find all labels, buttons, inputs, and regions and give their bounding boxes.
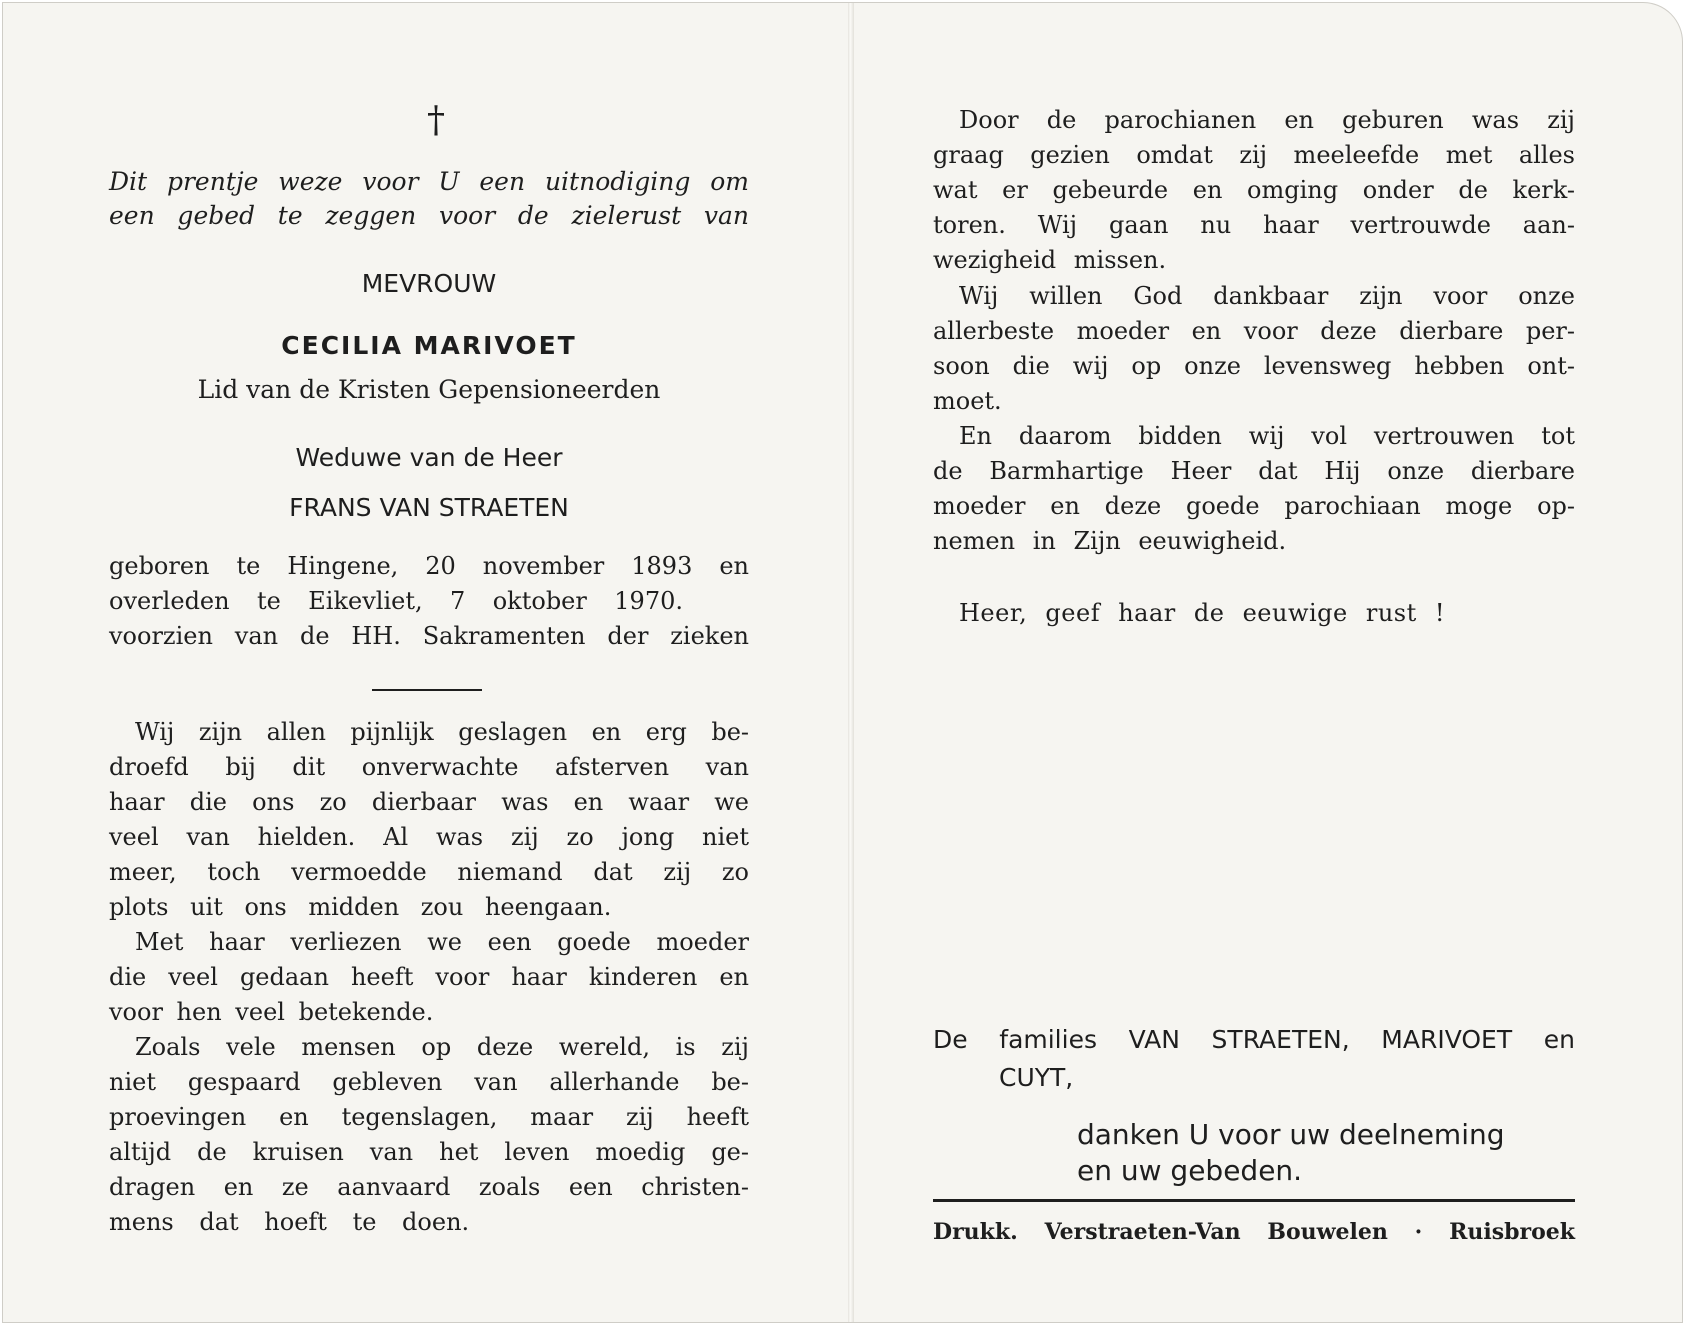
divider [372, 689, 482, 691]
paragraph-line: allerbeste moeder en voor deze dierbare per- [933, 317, 1575, 345]
paragraph-line: de Barmhartige Heer dat Hij onze dierbare [933, 457, 1575, 485]
bio-line: voorzien van de HH. Sakramenten der zieken [109, 622, 749, 650]
paragraph-line: Wij willen God dankbaar zijn voor onze [959, 282, 1575, 310]
paragraph-line: mens dat hoeft te doen. [109, 1208, 470, 1236]
paragraph-line: meer, toch vermoedde niemand dat zij zo [109, 858, 749, 886]
paragraph [109, 715, 749, 925]
paragraph-line: toren. Wij gaan nu haar vertrouwde aan- [933, 211, 1575, 239]
printer-credit: Drukk. Verstraeten-Van Bouwelen · Ruisbroek [933, 1219, 1575, 1245]
card-fold [848, 3, 854, 1323]
paragraph [933, 103, 1575, 278]
paragraph-line: soon die wij op onze levensweg hebben ont- [933, 352, 1575, 380]
bio-line: overleden te Eikevliet, 7 oktober 1970. [109, 587, 683, 615]
paragraph-line: Zoals vele mensen op deze wereld, is zij [135, 1033, 749, 1061]
paragraph-line: haar die ons zo dierbaar was en waar we [109, 788, 749, 816]
paragraph-line: altijd de kruisen van het leven moedig ge- [109, 1138, 749, 1166]
paragraph-line: wezigheid missen. [933, 246, 1167, 274]
paragraph-line: graag gezien omdat zij meeleefde met alles [933, 141, 1575, 169]
paragraph-line: moet. [933, 387, 1002, 415]
cross-icon: † [427, 100, 445, 141]
families-line: CUYT, [999, 1063, 1074, 1092]
intro-line: een gebed te zeggen voor de zielerust van [109, 201, 749, 230]
intro-line: Dit prentje weze voor U een uitnodiging om [109, 167, 749, 196]
paragraph-line: proevingen en tegenslagen, maar zij heeft [109, 1103, 749, 1131]
husband-name: FRANS VAN STRAETEN [289, 493, 569, 522]
paragraph [109, 1030, 749, 1240]
paragraph [109, 925, 749, 1030]
thanks [1077, 1117, 1505, 1189]
memorial-card [2, 2, 1683, 1323]
paragraph-line: Door de parochianen en geburen was zij [959, 106, 1575, 134]
paragraph-line: droefd bij dit onverwachte afsterven van [109, 753, 749, 781]
paragraph-line: die veel gedaan heeft voor haar kinderen en [109, 963, 749, 991]
intro-text [109, 165, 749, 233]
deceased-name: CECILIA MARIVOET [281, 331, 577, 360]
paragraph-line: veel van hielden. Al was zij zo jong niet [109, 823, 749, 851]
membership: Lid van de Kristen Gepensioneerden [197, 375, 661, 404]
paragraph-line: wat er gebeurde en omging onder de kerk- [933, 176, 1575, 204]
paragraph-line: En daarom bidden wij vol vertrouwen tot [959, 422, 1575, 450]
paragraph [933, 419, 1575, 559]
divider [933, 1199, 1575, 1202]
families [933, 1021, 1575, 1097]
paragraph-line: voor hen veel betekende. [109, 998, 434, 1026]
thanks-line: danken U voor uw deelneming [1077, 1118, 1505, 1151]
paragraph-line: dragen en ze aanvaard zoals een christen- [109, 1173, 749, 1201]
bio-line: geboren te Hingene, 20 november 1893 en [109, 552, 749, 580]
title-mevrouw: MEVROUW [361, 269, 497, 298]
thanks-line: en uw gebeden. [1077, 1154, 1303, 1187]
families-line: De families VAN STRAETEN, MARIVOET en [933, 1025, 1575, 1054]
paragraph [933, 279, 1575, 419]
prayer: Heer, geef haar de eeuwige rust ! [959, 599, 1446, 627]
paragraph-line: Met haar verliezen we een goede moeder [135, 928, 749, 956]
paragraph-line: moeder en deze goede parochiaan moge op- [933, 492, 1575, 520]
paragraph-line: niet gespaard gebleven van allerhande be- [109, 1068, 749, 1096]
widow-of: Weduwe van de Heer [295, 443, 563, 472]
bio [109, 549, 749, 654]
paragraph-line: nemen in Zijn eeuwigheid. [933, 527, 1287, 555]
paragraph-line: plots uit ons midden zou heengaan. [109, 893, 612, 921]
paragraph-line: Wij zijn allen pijnlijk geslagen en erg be- [135, 718, 749, 746]
